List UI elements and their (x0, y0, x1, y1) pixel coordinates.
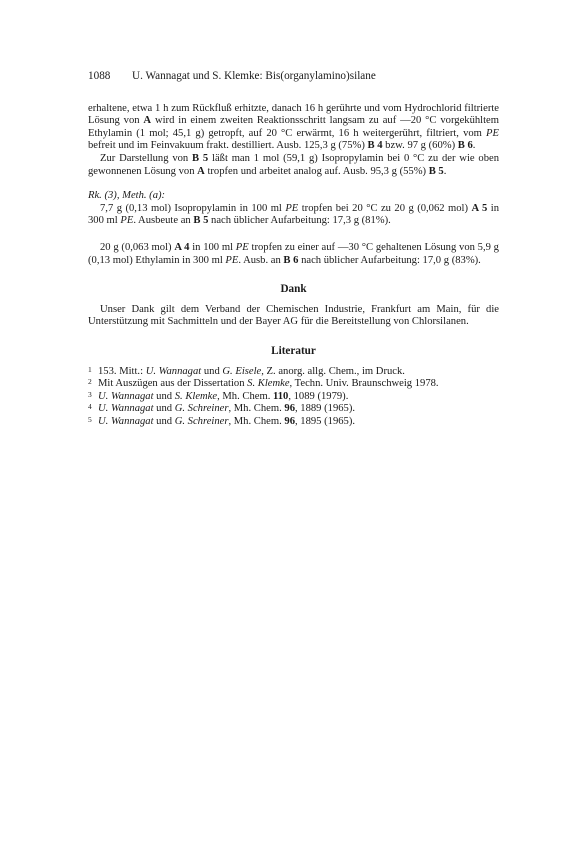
italic-text: U. Wannagat (98, 415, 154, 427)
text-run: . (472, 140, 476, 152)
text-run: befreit und im Feinvakuum frakt. destilliert. Ausb. 125,3 g (75%) (88, 140, 368, 152)
reference-item (88, 378, 499, 391)
text-run: , 1889 (1965). (294, 403, 356, 415)
text-run: 20 g (0,063 mol) (100, 241, 175, 253)
text-run: tropfen zu einer auf —30 °C gehaltenen Lösung von 5,9 g (0,13 mol) Ethylamin in 300 ml (88, 241, 499, 266)
text-run: und (153, 403, 175, 415)
text-run: bzw. 97 g (60%) (382, 140, 458, 152)
italic-text: U. Wannagat (98, 403, 154, 415)
method-subheading (88, 190, 499, 203)
bold-compound-label: A 5 (471, 202, 488, 214)
italic-text: G. Eisele (222, 365, 262, 377)
acknowledgement-text: Unser Dank gilt dem Verband der Chemischen Industrie, Frankfurt am Main, für die Unterstützung mit Sachmitteln und der Bayer AG für die Bereitstellung von Chlorsilanen. (88, 303, 499, 328)
text-run: , Techn. Univ. Braunschweig 1978. (289, 378, 439, 390)
italic-text: G. Schreiner (174, 415, 229, 427)
paragraph-method-a-b5 (88, 203, 499, 228)
text-run: 153. Mitt.: (98, 365, 146, 377)
italic-text: PE (120, 215, 134, 227)
reference-number: 3 (88, 389, 92, 399)
reference-item (88, 416, 499, 429)
paragraph-synthesis-b4-b6 (88, 103, 499, 153)
text-run: in 300 ml (88, 202, 500, 227)
reference-item (88, 366, 499, 379)
text-run: Mit Auszügen aus der Dissertation (98, 378, 248, 390)
text-run: , Mh. Chem. (228, 415, 285, 427)
bold-compound-label: A 4 (174, 241, 190, 253)
reference-list (88, 366, 499, 429)
reference-number: 2 (88, 377, 92, 387)
text-run: nach üblicher Aufarbeitung: 17,0 g (83%). (298, 254, 481, 266)
text-run: 7,7 g (0,13 mol) Isopropylamin in 100 ml (100, 202, 286, 214)
bold-compound-label: B 6 (457, 140, 473, 152)
text-run: , Mh. Chem. (217, 390, 274, 402)
text-run: und (153, 390, 175, 402)
text-run: , 1089 (1979). (288, 390, 349, 402)
text-run: tropfen bei 20 °C zu 20 g (0,062 mol) (298, 202, 472, 214)
bold-compound-label: 96 (284, 415, 295, 427)
bold-compound-label: B 5 (193, 215, 209, 227)
reference-number: 4 (88, 402, 92, 412)
reference-item (88, 403, 499, 416)
italic-text: S. Klemke (247, 378, 290, 390)
italic-text: PE (285, 202, 299, 214)
bold-compound-label: 110 (273, 390, 289, 402)
bold-compound-label: B 4 (367, 140, 383, 152)
text-run: nach üblicher Aufarbeitung: 17,3 g (81%). (208, 215, 391, 227)
journal-page (88, 70, 499, 428)
running-title: U. Wannagat und S. Klemke: Bis(organylamino)silane (132, 70, 376, 82)
text-run: , Mh. Chem. (228, 403, 285, 415)
bold-compound-label: B 5 (428, 165, 444, 177)
italic-text: PE (235, 241, 249, 253)
reference-item (88, 391, 499, 404)
italic-text: U. Wannagat (145, 365, 202, 377)
italic-text: PE (486, 127, 499, 139)
text-run: und (201, 365, 223, 377)
text-run: tropfen und arbeitet analog auf. Ausb. 95,3 g (55%) (204, 165, 429, 177)
paragraph-method-a-b6 (88, 242, 499, 267)
bold-compound-label: A (143, 115, 152, 127)
bold-compound-label: B 5 (192, 152, 209, 164)
paragraph-synthesis-b5 (88, 153, 499, 178)
italic-text: PE (225, 254, 239, 266)
italic-text: Rk. (3), Meth. (a): (88, 190, 166, 202)
page-number: 1088 (88, 70, 111, 82)
text-run: Zur Darstellung von (100, 152, 193, 164)
text-run: , 1895 (1965). (294, 415, 356, 427)
bold-compound-label: A (197, 165, 205, 177)
reference-number: 1 (88, 364, 92, 374)
text-run: läßt man 1 mol (59,1 g) Isopropylamin bei 0 °C zu der wie oben gewonnenen Lösung von (88, 152, 499, 177)
text-run: erhaltene, etwa 1 h zum Rückfluß erhitzte, danach 16 h gerührte und vom Hydrochlorid filtrierte Lösung von (88, 102, 499, 127)
acknowledgement-heading: Dank (280, 283, 307, 296)
references-heading: Literatur (271, 344, 316, 357)
text-run: wird in einem zweiten Reaktionsschritt langsam zu auf —20 °C vorgekühltem Ethylamin (1 mol; 45,1 g) getropft, auf 20 °C erwärmt, 16 h weitergerührt, filtriert, vom (88, 115, 499, 139)
italic-text: U. Wannagat (98, 390, 154, 402)
text-run: . (443, 165, 447, 177)
text-run: und (153, 415, 175, 427)
running-header (88, 70, 499, 83)
text-run: , Z. anorg. allg. Chem., im Druck. (261, 365, 405, 377)
bold-compound-label: 96 (284, 403, 295, 415)
text-run: . Ausb. an (238, 254, 284, 266)
text-run: in 100 ml (189, 241, 236, 253)
bold-compound-label: B 6 (283, 254, 299, 266)
italic-text: S. Klemke (174, 390, 218, 402)
italic-text: G. Schreiner (174, 403, 229, 415)
reference-number: 5 (88, 414, 92, 424)
text-run: . Ausbeute an (133, 215, 194, 227)
